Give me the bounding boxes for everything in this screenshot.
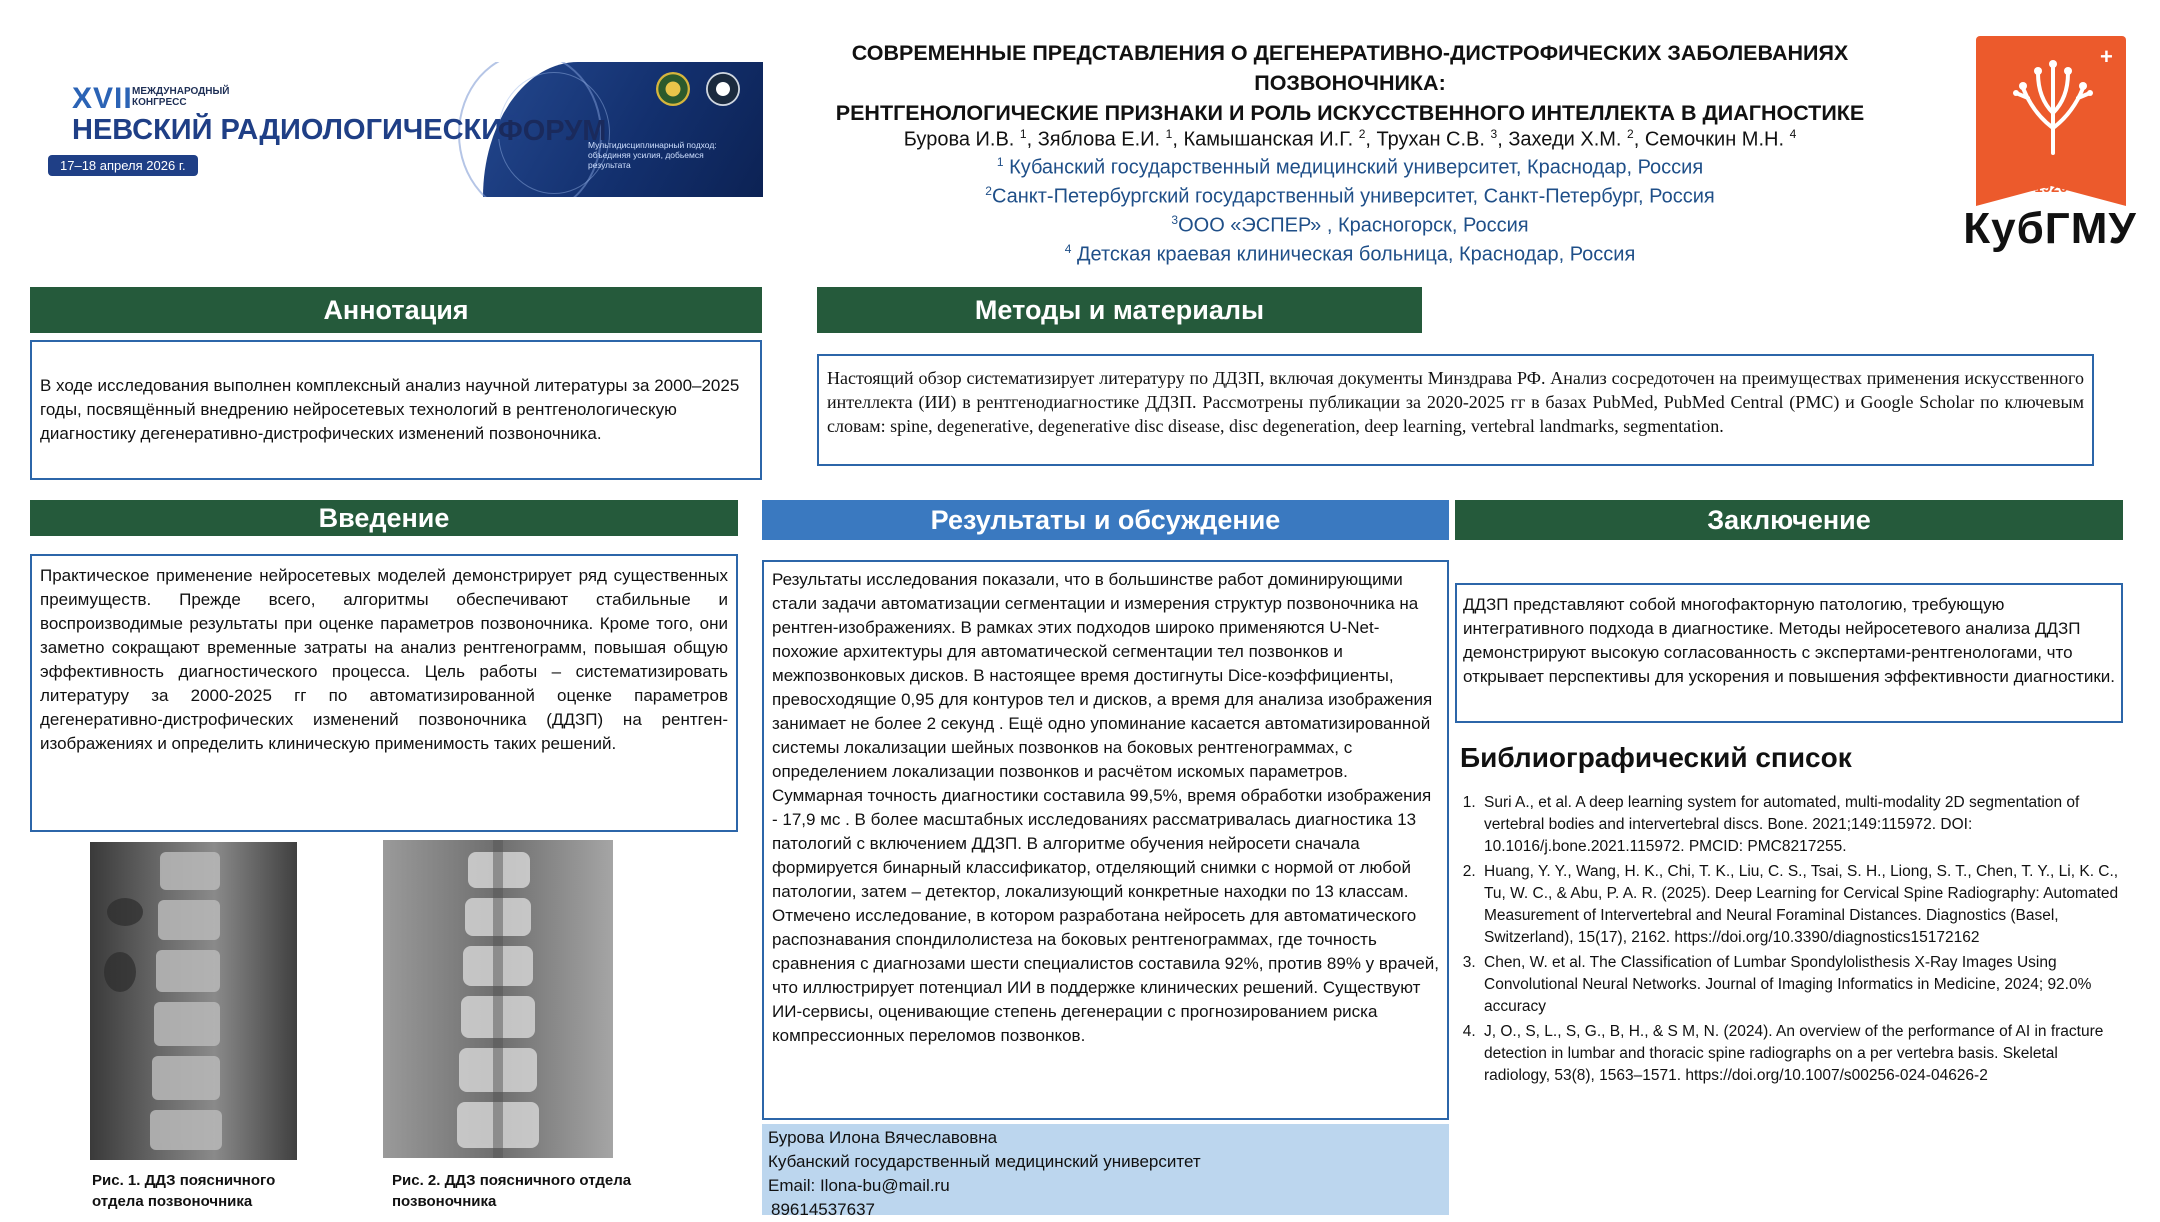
contact-phone: 89614537637 (771, 1200, 876, 1219)
xray-image-1 (90, 842, 297, 1160)
contact-email[interactable]: Email: Ilona-bu@mail.ru (768, 1176, 950, 1195)
kubgmu-logo (1960, 36, 2140, 251)
bibliography-list (1460, 792, 2120, 1090)
banner-date: 17–18 апреля 2026 г. (48, 155, 198, 176)
xray-image-2 (383, 840, 613, 1158)
intro-box (30, 554, 738, 832)
author-name: Трухан С.В. (1376, 128, 1491, 151)
author-affiliation-index: 1 (1165, 127, 1173, 141)
annotation-text: В ходе исследования выполнен комплексный анализ научной литературы за 2000–2025 годы, посвящённый внедрению нейросетевых технологий в рентгенологическую диагностику дегенеративно-дистрофических изменений позвоночника. (40, 376, 740, 443)
logo-name: КубГМУ (1963, 204, 2137, 253)
affiliation-2: $^2$Санкт-Петербургский государственный университет, Санкт-Петербург, Россия (985, 184, 1715, 208)
author-name: Захеди Х.М. (1508, 128, 1628, 151)
intro-heading: Введение (30, 500, 738, 536)
results-box (762, 560, 1449, 1120)
author-affiliation-index: 3 (1490, 127, 1498, 141)
banner-title-part2: ФОРУМ (498, 115, 607, 147)
results-text: Результаты исследования показали, что в большинстве работ доминирующими стали задачи автоматизации сегментации и измерения структур позвоночника на рентген-изображениях. В рамках этих подходов широко применяются U-Net-похожие архитектуры для автоматической сегментации тел позвонков и межпозвонковых дисков. В настоящее время достигнуты Dice-коэффициенты, превосходящие 0,95 для контуров тел и дисков, а время для анализа изображения занимает не более 2 секунд . Ещё одно упоминание касается автоматизированной системы локализации шейных позвонков на боковых рентгенограммах, с определением локализации позвонков и расчётом искомых параметров. Суммарная точность диагностики составила 99,5%, время обработки изображения - 17,9 мс . В более масштабных исследованиях рассматривалась диагностика 13 патологий с включением ДДЗП. В алгоритме обучения нейросети сначала формируется бинарный классификатор, отделяющий снимки с нормой от любой патологии, затем – детектор, локализующий конкретные находки по 13 классам. Отмечено исследование, в котором разработана нейросеть для автоматического распознавания спондилолистеза на боковых рентгенограммах, где точность сравнения с диагнозами шести специалистов составила 92%, против 89% у врачей, что иллюстрирует потенциал ИИ в поддержке клинических решений. Существуют ИИ-сервисы, оценивающие степень дегенерации с прогнозированием риска компрессионных переломов позвонков. (772, 570, 1440, 1045)
affiliation-3: $^3$ООО «ЭСПЕР» , Красногорск, Россия (1171, 213, 1529, 237)
authors-line: Бурова И.В. $^1$, Зяблова Е.И. $^1$, Камышанская И.Г. $^2$, Трухан С.В. $^3$, Захеди Х.М. $^2$, Семочкин М.Н. $^4$ (903, 127, 1797, 151)
reference-item: 2. Huang, Y. Y., Wang, H. K., Chi, T. K., Liu, C. S., Tsai, S. H., Liong, S. T., Chen, T. Y., Li, K. C., Tu, W. C., & Abu, P. A. R. (2025). Deep Learning for Cervical Spine Radiography: Automated Measurement of Intervertebral and Neural Foraminal Distances. Diagnostics (Basel, Switzerland), 15(17), 2162. https://doi.org/10.3390/diagnostics15172162 (1480, 861, 2120, 949)
author-name: Бурова И.В. (903, 128, 1020, 151)
intro-text: Практическое применение нейросетевых моделей демонстрирует ряд существенных преимуществ. Прежде всего, алгоритмы обеспечивают стабильные и воспроизводимые результаты при оценке параметров позвоночника. Кроме того, они заметно сокращают временные затраты на анализ рентгенограмм, повышая общую эффективность диагностического процесса. Цель работы – систематизировать литературу за 2000-2025 гг по автоматизированной оценке параметров дегенеративно-дистрофических изменений позвоночника (ДДЗП) на рентген-изображениях и определить клиническую применимость таких решений. (40, 566, 728, 753)
banner-number: XVII (72, 82, 133, 115)
poster-title (760, 38, 1940, 128)
contact-organization: Кубанский государственный медицинский университет (768, 1152, 1201, 1171)
poster-title-line2: РЕНТГЕНОЛОГИЧЕСКИЕ ПРИЗНАКИ И РОЛЬ ИСКУССТВЕННОГО ИНТЕЛЛЕКТА В ДИАГНОСТИКЕ (835, 101, 1865, 125)
author-name: Семочкин М.Н. (1644, 128, 1790, 151)
poster-title-line1: СОВРЕМЕННЫЕ ПРЕДСТАВЛЕНИЯ О ДЕГЕНЕРАТИВНО-ДИСТРОФИЧЕСКИХ ЗАБОЛЕВАНИЯХ ПОЗВОНОЧНИКА: (851, 41, 1849, 95)
methods-heading: Методы и материалы (817, 287, 1422, 333)
affiliation-1: $^1$ Кубанский государственный медицинский университет, Краснодар, Россия (996, 155, 1704, 179)
conclusion-box (1455, 583, 2123, 723)
reference-item: 4. J, O., S, L., S, G., B, H., & S M, N. (2024). An overview of the performance of AI in fracture detection in lumbar and thoracic spine radiographs on a per vertebra basis. Skeletal radiology, 53(8), 1563–1571. https://doi.org/10.1007/s00256-024-04626-2 (1480, 1021, 2120, 1087)
banner-title-part1: НЕВСКИЙ РАДИОЛОГИЧЕСКИЙ (72, 114, 523, 146)
figure-1-caption: Рис. 1. ДДЗ поясничного отдела позвоночника (92, 1172, 276, 1210)
emblem-icon (656, 72, 690, 106)
results-heading: Результаты и обсуждение (762, 500, 1449, 540)
reference-item: 3. Chen, W. et al. The Classification of Lumbar Spondylolisthesis X-Ray Images Using Convolutional Neural Networks. Journal of Imaging Informatics in Medicine, 2024; 92.0% accuracy (1480, 952, 2120, 1018)
contact-name: Бурова Илона Вячеславовна (768, 1128, 998, 1147)
plus-mark: + (2100, 44, 2113, 69)
contact-box (762, 1124, 1449, 1219)
author-affiliation-index: 2 (1358, 127, 1366, 141)
methods-box (817, 354, 2094, 466)
figure-2-caption: Рис. 2. ДДЗ поясничного отдела позвоночника (392, 1172, 632, 1210)
affiliation-4: $^4$ Детская краевая клиническая больница, Краснодар, Россия (1064, 242, 1636, 266)
logo-year: 1920 (2034, 179, 2068, 196)
forum-banner (28, 62, 763, 197)
society-emblem-icon (706, 72, 740, 106)
author-affiliation-index: 4 (1789, 127, 1797, 141)
banner-congress: МЕЖДУНАРОДНЫЙ КОНГРЕСС (132, 86, 230, 108)
author-affiliation-index: 2 (1627, 127, 1634, 141)
author-affiliation-index: 1 (1019, 127, 1027, 141)
author-name: Камышанская И.Г. (1183, 128, 1359, 151)
conclusion-heading: Заключение (1455, 500, 2123, 540)
reference-item: 1. Suri A., et al. A deep learning system for automated, multi-modality 2D segmentation of vertebral bodies and intervertebral discs. Bone. 2021;149:115972. DOI: 10.1016/j.bone.2021.115972. PMCID: PMC8217255. (1480, 792, 2120, 858)
conclusion-text: ДДЗП представляют собой многофакторную патологию, требующую интегративного подхода в диагностике. Методы нейросетевого анализа ДДЗП демонстрируют высокую согласованность с экспертами-рентгенологами, что открывает перспективы для ускорения и повышения эффективности диагностики. (1463, 595, 2115, 686)
annotation-box (30, 340, 762, 480)
bibliography-heading: Библиографический список (1460, 742, 1852, 773)
methods-text: Настоящий обзор систематизирует литературу по ДДЗП, включая документы Минздрава РФ. Анализ сосредоточен на преимуществах применения искусственного интеллекта (ИИ) в рентгенодиагностике ДДЗП. Рассмотрены публикации за 2020-2025 гг в базах PubMed, PubMed Central (PMC) и Google Scholar по ключевым словам: spine, degenerative, degenerative disc disease, disc degeneration, deep learning, vertebral landmarks, segmentation. (827, 368, 2084, 436)
author-name: Зяблова Е.И. (1037, 128, 1166, 151)
tree-icon (2008, 58, 2098, 158)
annotation-heading: Аннотация (30, 287, 762, 333)
banner-subtitle: Мультидисциплинарный подход: объединяя усилия, добьемся результата (588, 140, 717, 170)
